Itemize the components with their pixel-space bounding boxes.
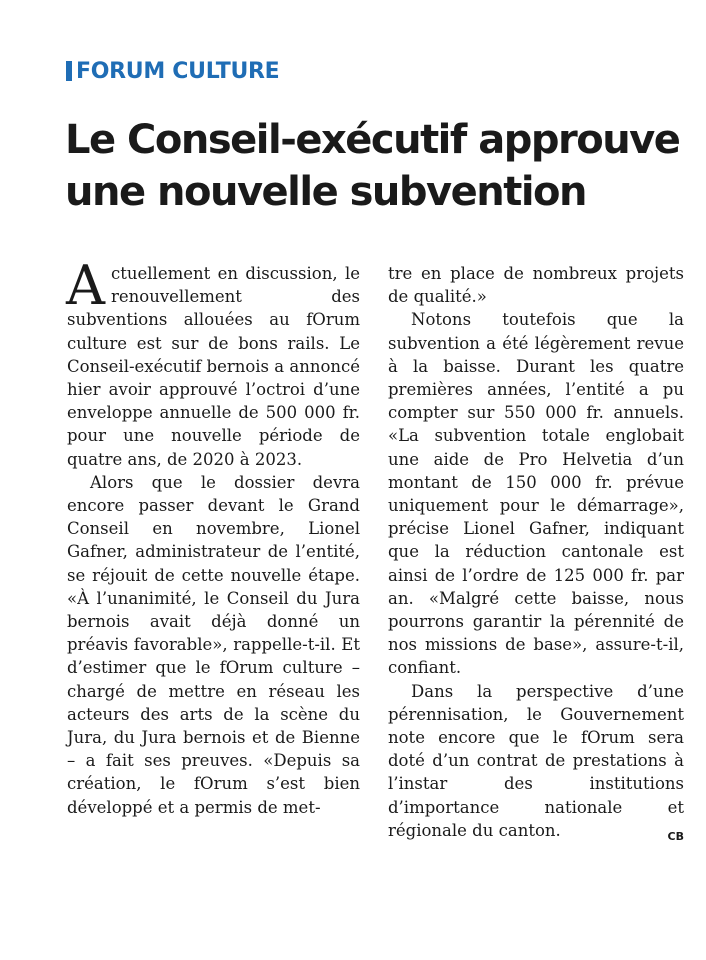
paragraph-2-part-2: tre en place de nombreux projets de qualité.» — [388, 264, 684, 307]
article-headline — [65, 114, 685, 218]
headline-line-2: une nouvelle subvention — [65, 169, 587, 215]
paragraph-4-text: Dans la perspective d’une pérennisation, le Gouvernement note encore que le fOrum sera doté d’un contrat de prestations à l’instar des institutions d’importance nationale et régionale du canton. — [388, 681, 684, 840]
rubric-label: FORUM CULTURE — [76, 58, 280, 84]
paragraph-4 — [388, 680, 684, 842]
paragraph-3: Notons toutefois que la subvention a été légèrement revue à la baisse. Durant les quatre premières années, l’entité a pu compter sur 550 000 fr. annuels. «La subvention totale englobait une aide de Pro Helvetia d’un montant de 150 000 fr. prévue uniquement pour le démarrage», précise Lionel Gafner, indiquant que la réduction cantonale est ainsi de l’ordre de 125 000 fr. par an. «Malgré cette baisse, nous pourrons garantir la pérennité de nos missions de base», assure-t-il, confiant. — [388, 310, 684, 678]
paragraph-1-text: ctuellement en discussion, le renouvellement des subventions allouées au fOrum culture est sur de bons rails. Le Conseil-exécutif bernois a annoncé hier avoir approuvé l’octroi d’une enveloppe annuelle de 500 000 fr. pour une nouvelle période de quatre ans, de 2020 à 2023. — [67, 264, 361, 469]
drop-cap: A — [66, 254, 105, 317]
section-rubric — [66, 57, 279, 85]
rubric-bar-marker — [66, 61, 72, 81]
text-column-right — [388, 262, 684, 848]
author-signature: CB — [667, 829, 684, 843]
text-column-left — [66, 254, 361, 819]
paragraph-2-part-1: Alors que le dossier devra encore passer devant le Grand Conseil en novembre, Lionel Gafner, administrateur de l’entité, se réjouit de cette nouvelle étape. «À l’unanimité, le Conseil du Jura bernois avait déjà donné un préavis favorable», rappelle-t-il. Et d’estimer que le fOrum culture – chargé de mettre en réseau les acteurs des arts de la scène du Jura, du Jura bernois et de Bienne – a fait ses preuves. «Depuis sa création, le fOrum s’est bien développé et a permis de met- — [67, 472, 360, 817]
paragraph-1 — [66, 254, 361, 471]
headline-line-1: Le Conseil-exécutif approuve — [65, 117, 680, 163]
